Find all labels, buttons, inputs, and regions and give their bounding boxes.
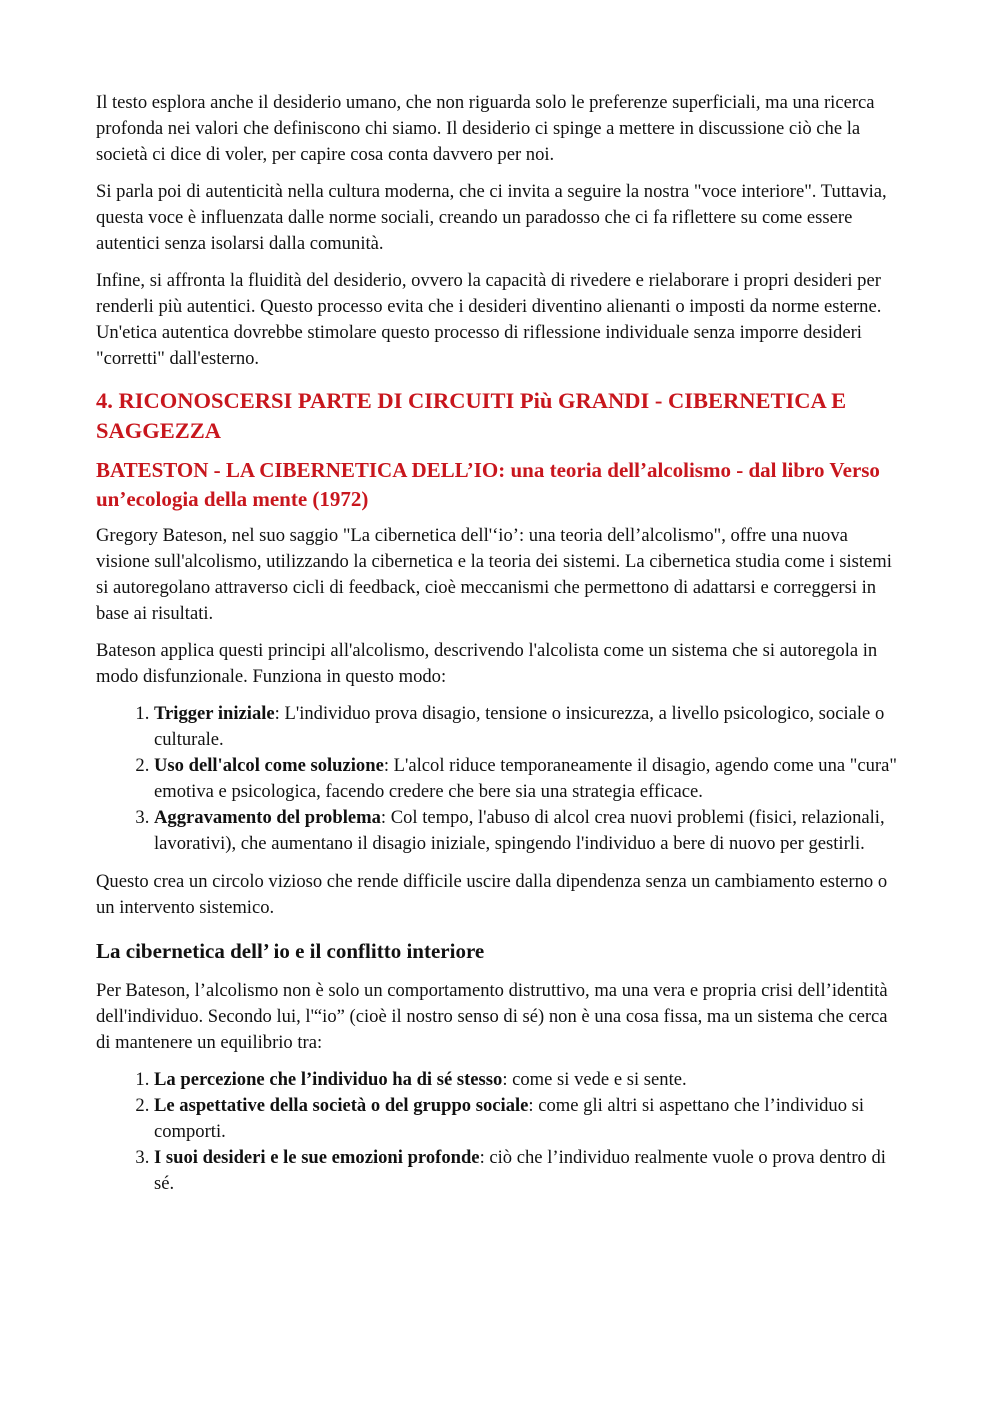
list-item bbox=[154, 1145, 904, 1197]
list-item-text: : Col tempo, l'abuso di alcol crea nuovi problemi (fisici, relazionali, lavorativi), che aumentano il disagio iniziale, spingendo l'individuo a bere di nuovo per gestirli. bbox=[154, 807, 885, 854]
paragraph-bateson-applies: Bateson applica questi principi all'alcolismo, descrivendo l'alcolista come un sistema che si autoregola in modo disfunzionale. Funziona in questo modo: bbox=[96, 640, 878, 687]
list-item-term: La percezione che l’individuo ha di sé stesso bbox=[154, 1069, 503, 1090]
list-item-text: : come gli altri si aspettano che l’individuo si comporti. bbox=[154, 1095, 865, 1142]
list-item-term: Le aspettative della società o del gruppo sociale bbox=[154, 1095, 529, 1116]
list-item bbox=[154, 805, 904, 857]
sub-heading-bateson: BATESTON - LA CIBERNETICA DELL’IO: una teoria dell’alcolismo - dal libro Verso un’ecologia della mente (1972) bbox=[96, 458, 880, 511]
list-item bbox=[154, 1067, 904, 1093]
list-item-term: Uso dell'alcol come soluzione bbox=[154, 755, 384, 776]
paragraph-bateson-intro: Gregory Bateson, nel suo saggio "La cibernetica dell'‘io’: una teoria dell’alcolismo", offre una nuova visione sull'alcolismo, utilizzando la cibernetica e la teoria dei sistemi. La cibernetica studia come i sistemi si autoregolano attraverso cicli di feedback, cioè meccanismi che permettono di adattarsi e correggersi in base ai risultati. bbox=[96, 525, 892, 624]
list-item-text: : L'alcol riduce temporaneamente il disagio, agendo come una "cura" emotiva e psicologica, facendo credere che bere sia una strategia efficace. bbox=[154, 755, 897, 802]
section-heading: 4. RICONOSCERSI PARTE DI CIRCUITI Più GRANDI - CIBERNETICA E SAGGEZZA bbox=[96, 388, 847, 443]
list-item-term: Aggravamento del problema bbox=[154, 807, 381, 828]
list-item-text: : L'individuo prova disagio, tensione o insicurezza, a livello psicologico, sociale o culturale. bbox=[154, 703, 885, 750]
paragraph-identity-crisis: Per Bateson, l’alcolismo non è solo un comportamento distruttivo, ma una vera e propria crisi dell’identità dell'individuo. Secondo lui, l'“io” (cioè il nostro senso di sé) non è una cosa fissa, ma un sistema che cerca di mantenere un equilibrio tra: bbox=[96, 980, 888, 1053]
heading-inner-conflict: La cibernetica dell’ io e il conflitto interiore bbox=[96, 939, 485, 963]
list-item bbox=[154, 753, 904, 805]
list-item-term: I suoi desideri e le sue emozioni profonde bbox=[154, 1147, 480, 1168]
document-page bbox=[96, 90, 904, 1209]
equilibrium-list bbox=[96, 1067, 904, 1197]
list-item bbox=[154, 1093, 904, 1145]
paragraph-vicious-circle: Questo crea un circolo vizioso che rende difficile uscire dalla dipendenza senza un cambiamento esterno o un intervento sistemico. bbox=[96, 871, 888, 918]
list-item-term: Trigger iniziale bbox=[154, 703, 275, 724]
list-item bbox=[154, 701, 904, 753]
list-item-text: : come si vede e si sente. bbox=[502, 1069, 687, 1090]
alcoholism-cycle-list bbox=[96, 701, 904, 857]
paragraph-authenticity: Si parla poi di autenticità nella cultura moderna, che ci invita a seguire la nostra "voce interiore". Tuttavia, questa voce è influenzata dalle norme sociali, creando un paradosso che ci fa riflettere su come essere autentici senza isolarsi dalla comunità. bbox=[96, 181, 887, 254]
paragraph-fluidity: Infine, si affronta la fluidità del desiderio, ovvero la capacità di rivedere e rielaborare i propri desideri per renderli più autentici. Questo processo evita che i desideri diventino alienanti o imposti da norme esterne. Un'etica autentica dovrebbe stimolare questo processo di riflessione individuale senza imporre desideri "corretti" dall'esterno. bbox=[96, 270, 882, 369]
list-item-text: : ciò che l’individuo realmente vuole o prova dentro di sé. bbox=[154, 1147, 886, 1194]
paragraph-desire: Il testo esplora anche il desiderio umano, che non riguarda solo le preferenze superficiali, ma una ricerca profonda nei valori che definiscono chi siamo. Il desiderio ci spinge a mettere in discussione ciò che la società ci dice di voler, per capire cosa conta davvero per noi. bbox=[96, 92, 875, 165]
